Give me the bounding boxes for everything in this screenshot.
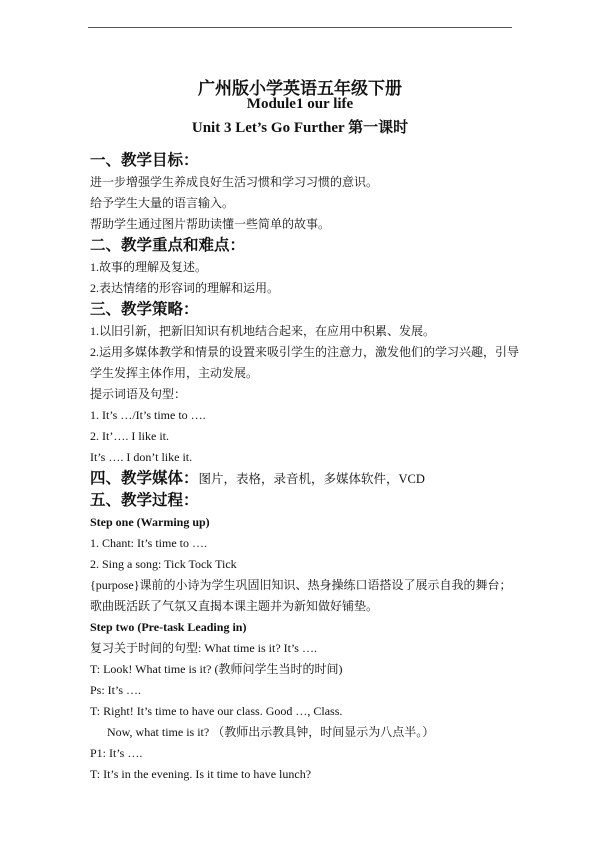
purpose-line: {purpose}课前的小诗为学生巩固旧知识、热身操练口语搭设了展示自我的舞台；歌曲既活跃了气氛又直揭本课主题并为新知做好铺垫。	[90, 578, 512, 613]
step-line: P1: It’s ….	[90, 746, 143, 760]
focus-line: 1.故事的理解及复述。	[90, 260, 208, 274]
step-one-title: Step one (Warming up)	[90, 515, 210, 529]
section-heading-strategy: 三、教学策略：	[90, 301, 199, 318]
step-two-title: Step two (Pre-task Leading in)	[90, 620, 247, 634]
step-line: T: Look! What time is it? (教师问学生当时的时间)	[90, 662, 343, 676]
step-line: Ps: It’s ….	[90, 683, 142, 697]
goal-line: 帮助学生通过图片帮助读懂一些简单的故事。	[90, 217, 331, 231]
unit-title: Unit 3 Let’s Go Further 第一课时	[191, 120, 409, 136]
media-list: 图片，表格，录音机，多媒体软件，VCD	[198, 472, 425, 486]
media-heading-label: 四、教学媒体：	[90, 470, 199, 487]
strategy-line: It’s …. I don’t like it.	[90, 450, 193, 464]
section-heading-media	[90, 468, 520, 490]
document-title: 广州版小学英语五年级下册	[198, 79, 402, 98]
strategy-line: 2. It’…. I like it.	[90, 429, 169, 443]
step-line: 2. Sing a song: Tick Tock Tick	[90, 557, 237, 571]
step-line: T: Right! It’s time to have our class. Good …, Class.	[90, 704, 343, 718]
strategy-line: 1.以旧引新，把新旧知识有机地结合起来，在应用中积累、发展。	[90, 324, 436, 338]
step-line: 1. Chant: It’s time to ….	[90, 536, 207, 550]
strategy-line: 1. It’s …/It’s time to ….	[90, 408, 206, 422]
step-line: Now, what time is it? （教师出示教具钟，时间显示为八点半。）	[107, 725, 435, 739]
step-line: T: It’s in the evening. Is it time to have lunch?	[90, 767, 312, 781]
goal-line: 给予学生大量的语言输入。	[90, 196, 235, 210]
strategy-line: 2.运用多媒体教学和情景的设置来吸引学生的注意力，激发他们的学习兴趣，引导学生发挥主体作用，主动发展。	[90, 345, 520, 380]
focus-line: 2.表达情绪的形容词的理解和运用。	[90, 281, 280, 295]
section-heading-focus: 二、教学重点和难点：	[90, 237, 246, 254]
goal-line: 进一步增强学生养成良好生活习惯和学习习惯的意识。	[90, 175, 379, 189]
section-heading-goals: 一、教学目标：	[90, 152, 199, 169]
strategy-line: 提示词语及句型：	[90, 387, 187, 401]
header-rule	[88, 27, 512, 28]
document-body	[90, 150, 520, 785]
step-line: 复习关于时间的句型: What time is it? It’s ….	[90, 641, 317, 655]
section-heading-process: 五、教学过程：	[90, 492, 199, 509]
module-title: Module1 our life	[246, 96, 354, 112]
